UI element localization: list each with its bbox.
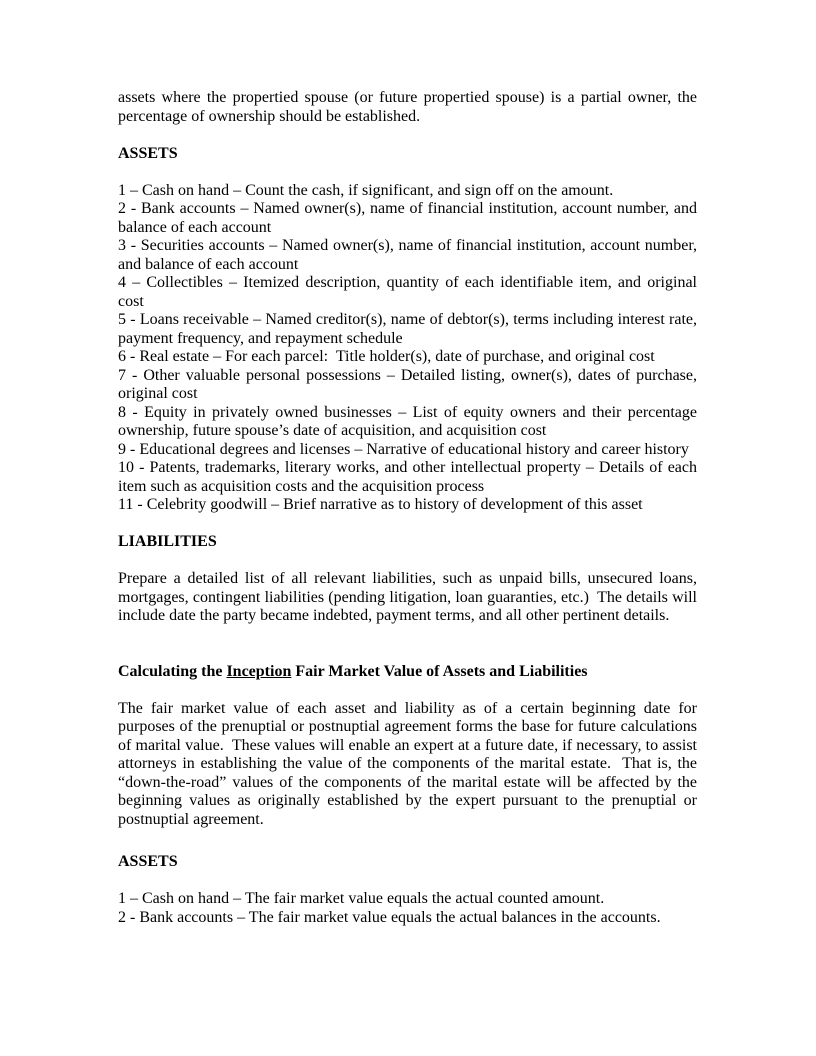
- assets-heading-2: ASSETS: [118, 853, 178, 870]
- asset-list-item: 2 - Bank accounts – Named owner(s), name of financial institution, account number, and balance of each account: [118, 200, 701, 236]
- calc-fmv-heading: [118, 663, 697, 682]
- intro-paragraph: assets where the propertied spouse (or future propertied spouse) is a partial owner, the percentage of ownership should be established.: [118, 89, 701, 125]
- calc-heading-post: Fair Market Value of Assets and Liabilities: [291, 662, 588, 680]
- asset-list-item: 11 - Celebrity goodwill – Brief narrative as to history of development of this asset: [118, 496, 643, 513]
- liabilities-heading: LIABILITIES: [118, 533, 217, 550]
- asset-list-item: 2 - Bank accounts – The fair market value equals the actual balances in the accounts.: [118, 908, 661, 926]
- asset-list-item: 8 - Equity in privately owned businesses – List of equity owners and their percentage ownership, future spouse’s date of acquisition, and acquisition cost: [118, 403, 701, 439]
- calc-heading-underlined-word: Inception: [226, 662, 292, 680]
- asset-list-item: 9 - Educational degrees and licenses – Narrative of educational history and career history: [118, 440, 689, 458]
- asset-list-item: 10 - Patents, trademarks, literary works, and other intellectual property – Details of each item such as acquisition costs and the acquisition process: [118, 459, 701, 495]
- calc-heading-pre: Calculating the: [118, 662, 227, 680]
- asset-list-item: 1 – Cash on hand – Count the cash, if significant, and sign off on the amount.: [118, 181, 614, 199]
- assets-list-2: [118, 890, 697, 927]
- asset-list-item: 3 - Securities accounts – Named owner(s), name of financial institution, account number, and balance of each account: [118, 237, 701, 273]
- calc-paragraph: The fair market value of each asset and liability as of a certain beginning date for purposes of the prenuptial or postnuptial agreement forms the base for future calculations of marital value. These values will enable an expert at a future date, if necessary, to assist attorneys in establishing the value of the components of the marital estate. That is, the “down-the-road” values of the components of the marital estate will be affected by the beginning values as originally established by the expert pursuant to the prenuptial or postnuptial agreement.: [118, 699, 701, 828]
- assets-list-1: [118, 181, 701, 515]
- asset-list-item: 1 – Cash on hand – The fair market value equals the actual counted amount.: [118, 890, 605, 907]
- asset-list-item: 4 – Collectibles – Itemized description, quantity of each identifiable item, and original cost: [118, 274, 701, 310]
- asset-list-item: 6 - Real estate – For each parcel: Title holder(s), date of purchase, and original cost: [118, 348, 655, 365]
- asset-list-item: 5 - Loans receivable – Named creditor(s), name of debtor(s), terms including interest rate, payment frequency, and repayment schedule: [118, 311, 701, 347]
- liabilities-paragraph: Prepare a detailed list of all relevant liabilities, such as unpaid bills, unsecured loans, mortgages, contingent liabilities (pending litigation, loan guaranties, etc.) The details will include date the party became indebted, payment terms, and all other pertinent details.: [118, 570, 701, 624]
- asset-list-item: 7 - Other valuable personal possessions – Detailed listing, owner(s), dates of purchase, original cost: [118, 366, 701, 402]
- assets-heading-1: ASSETS: [118, 144, 178, 162]
